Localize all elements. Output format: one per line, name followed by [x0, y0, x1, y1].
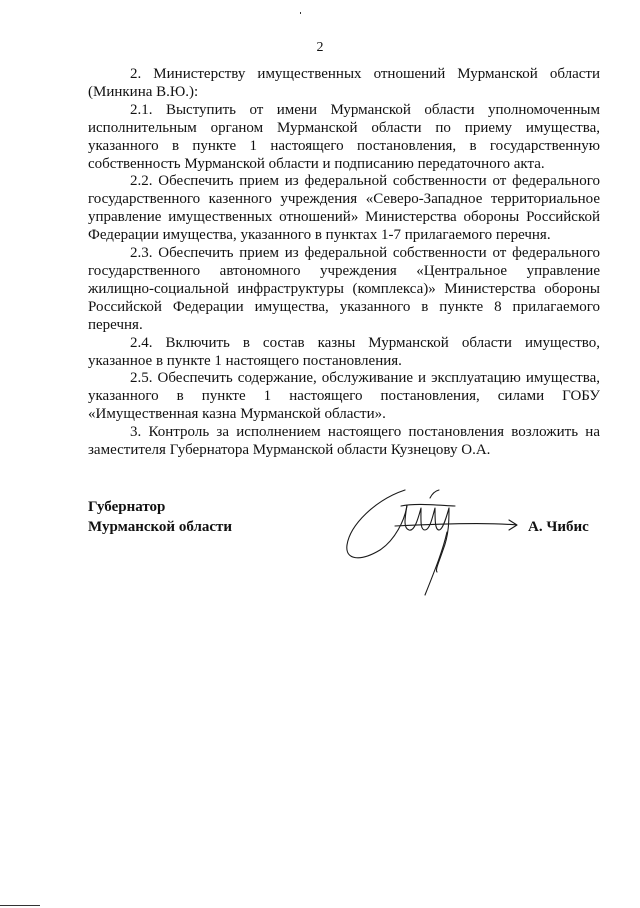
paragraph-2-1: 2.1. Выступить от имени Мурманской области уполномоченным исполнительным органом Мурманской области по приему имущества, указанного в пункте 1 настоящего постановления, в государственную собственность Мурманской области и подписанию передаточного акта.	[88, 101, 600, 172]
signatory-name: А. Чибис	[528, 519, 589, 535]
handwritten-signature	[335, 470, 535, 610]
page-number: 2	[316, 40, 324, 55]
paragraph-2-5: 2.5. Обеспечить содержание, обслуживание и эксплуатацию имущества, указанного в пункте 1 настоящего постановления, силами ГОБУ «Имущественная казна Мурманской области».	[88, 370, 600, 423]
document-body	[88, 66, 600, 460]
paragraph-2-4: 2.4. Включить в состав казны Мурманской области имущество, указанное в пункте 1 настоящего постановления.	[88, 334, 600, 369]
paragraph-2-3: 2.3. Обеспечить прием из федеральной собственности от федерального государственного автономного учреждения «Центральное управление жилищно-социальной инфраструктуры (комплекса)» Министерства обороны Российской Федерации имущества, указанного в пункте 8 прилагаемого перечня.	[88, 245, 600, 333]
scan-speck	[300, 12, 301, 14]
signatory-title	[88, 497, 232, 537]
paragraph-3: 3. Контроль за исполнением настоящего постановления возложить на заместителя Губернатора Мурманской области Кузнецову О.А.	[88, 424, 600, 459]
paragraph-2-2: 2.2. Обеспечить прием из федеральной собственности от федерального государственного казенного учреждения «Северо-Западное территориальное управление имущественных отношений» Министерства обороны Российской Федерации имущества, указанного в пунктах 1-7 прилагаемого перечня.	[88, 173, 600, 244]
signatory-position-line2: Мурманской области	[88, 519, 233, 535]
paragraph-2: 2. Министерству имущественных отношений Мурманской области (Минкина В.Ю.):	[88, 66, 600, 100]
scan-edge-line	[0, 905, 40, 906]
signatory-position-line1: Губернатор	[88, 499, 166, 515]
